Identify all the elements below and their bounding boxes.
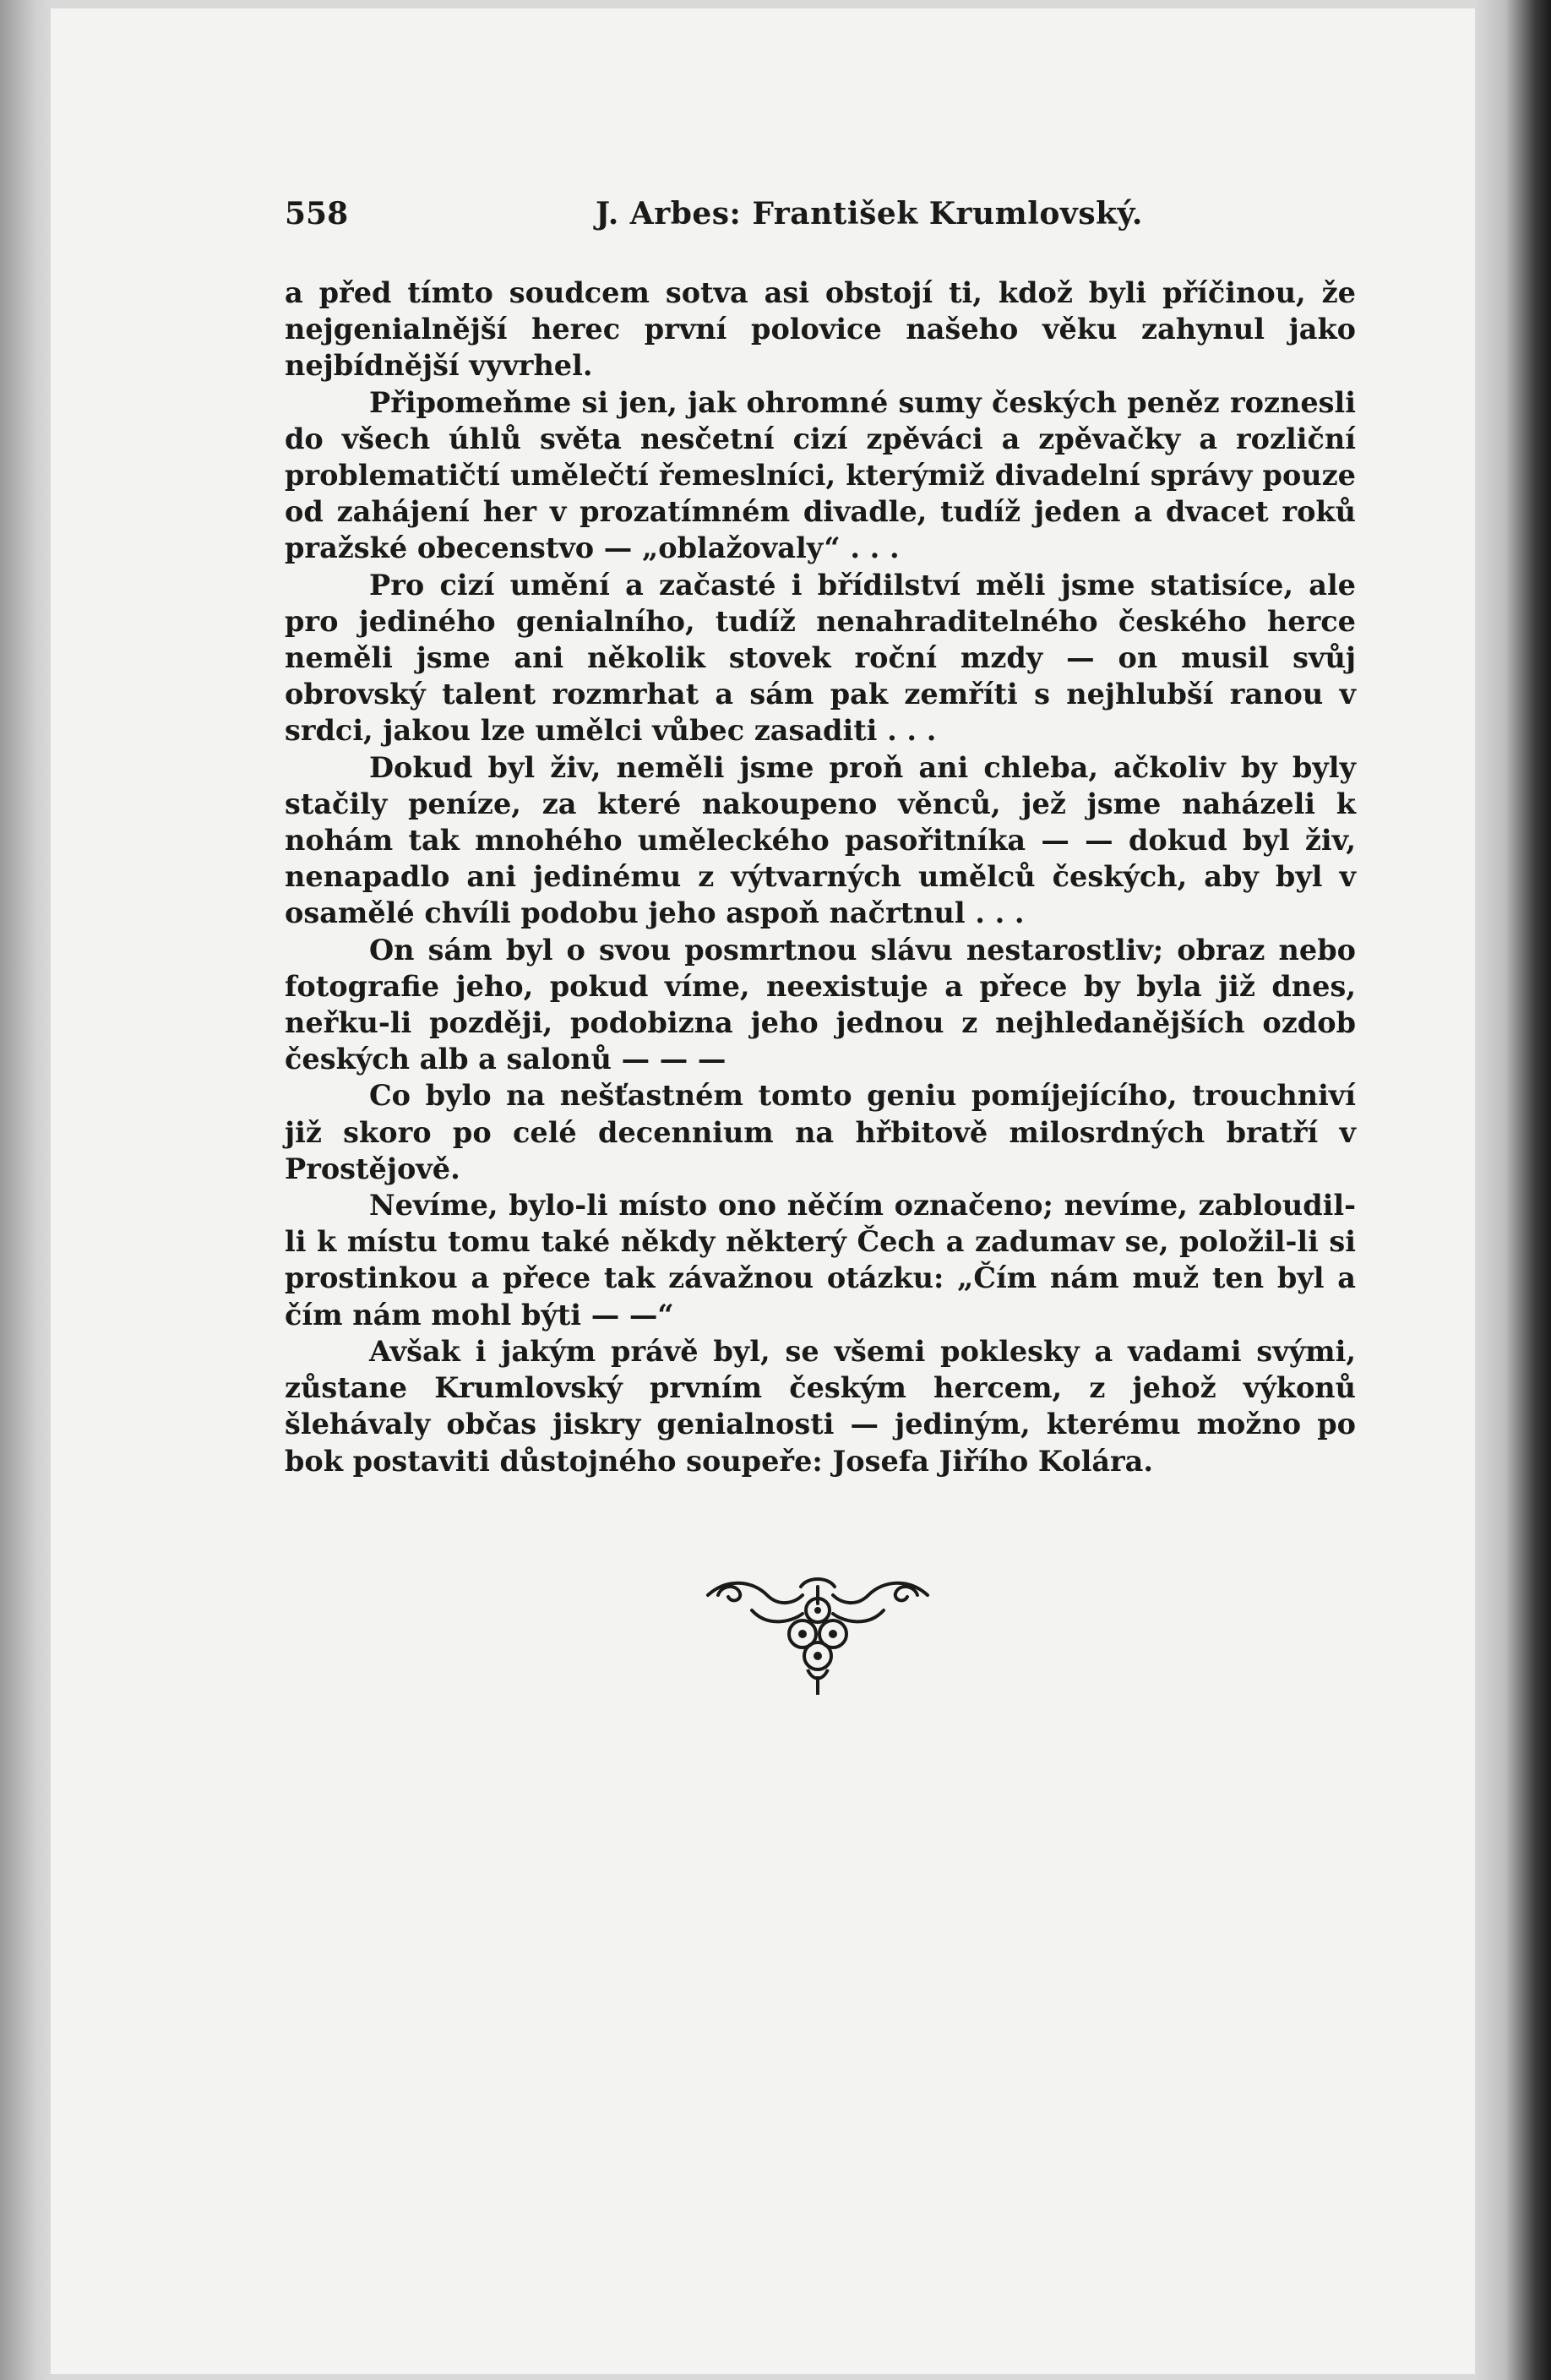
running-head: J. Arbes: František Krumlovský. — [596, 196, 1143, 231]
page-edge-shadow — [1475, 0, 1551, 2380]
paragraph: Nevíme, bylo-li místo ono něčím označeno; nevíme, zabloudil-li k místu tomu také někdy některý Čech a zadumav se, položil-li si prostinkou a přece tak závažnou otázku: „Čím nám muž ten byl a čím nám mohl býti — —“ — [285, 1189, 1356, 1332]
binding-shadow — [0, 0, 51, 2380]
page-number: 558 — [285, 196, 349, 231]
paragraph: Připomeňme si jen, jak ohromné sumy českých peněz roznesli do všech úhlů světa nesčetní cizí zpěváci a zpěvačky a rozliční problematičtí umělečtí řemeslníci, kterýmiž divadelní správy pouze od zahájení her v prozatímném divadle, tudíž jeden a dvacet roků pražské obecenstvo — „oblažovaly“ . . . — [285, 385, 1356, 565]
paragraph: Avšak i jakým právě byl, se všemi poklesky a vadami svými, zůstane Krumlovský prvním českým hercem, z jehož výkonů šlehávaly občas jiskry genialnosti — jediným, kterému možno po bok postaviti důstojného soupeře: Josefa Jiřího Kolára. — [285, 1334, 1356, 1478]
paragraph: Pro cizí umění a začasté i břídilství měli jsme statisíce, ale pro jediného genialního, tudíž nenahraditelného českého herce neměli jsme ani několik stovek roční mzdy — on musil svůj obrovský talent rozmrhat a sám pak zemříti s nejhlubší ranou v srdci, jakou lze umělci vůbec zasaditi . . . — [285, 568, 1356, 748]
paragraph: Dokud byl živ, neměli jsme proň ani chleba, ačkoliv by byly stačily peníze, za které nakoupeno věnců, jež jsme naházeli k nohám tak mnohého uměleckého pasořitníka — — dokud byl živ, nenapadlo ani jedinému z výtvarných umělců českých, aby byl v osamělé chvíli podobu jeho aspoň načrtnul . . . — [285, 750, 1356, 930]
body-text — [285, 275, 1356, 1479]
paragraph: On sám byl o svou posmrtnou slávu nestarostliv; obraz nebo fotografie jeho, pokud víme, neexistuje a přece by byla již dnes, neřku-li později, podobizna jeho jednou z nejhledanějších ozdob českých alb a salonů — — — — [285, 933, 1356, 1076]
page-header — [285, 196, 1362, 247]
paragraph: Co bylo na nešťastném tomto geniu pomíjejícího, trouchniví již skoro po celé decennium na hřbitově milosrdných bratří v Prostějově. — [285, 1079, 1356, 1185]
ornament-vignette — [701, 1570, 934, 1701]
paragraph: a před tímto soudcem sotva asi obstojí ti, kdož byli příčinou, že nejgenialnější herec první polovice našeho věku zahynul jako nejbídnější vyvrhel. — [285, 276, 1356, 383]
